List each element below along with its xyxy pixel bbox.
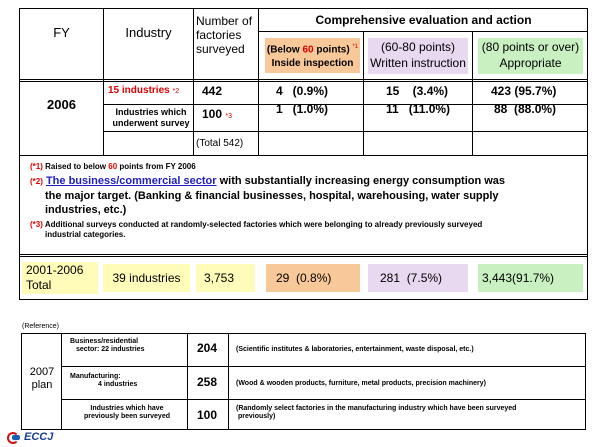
ref-col-rule-1 [61,333,62,429]
ref-row-3-name [68,405,186,421]
mid-header [368,38,468,74]
totals-industries: 39 industries [103,264,190,292]
ref-row-rule-1 [61,366,585,367]
factories-100: 100 *3 [202,107,232,121]
note-3-line2: industrial categories. [45,230,126,239]
top-header [478,38,583,74]
ref-row-3-desc [236,405,584,421]
top-header-line1: (80 points or over) [481,40,580,54]
eccj-logo-text: ECCJ [24,431,54,443]
ref-row-2-desc: (Wood & wooden products, furniture, metal products, precision machinery) [236,380,486,387]
ref-col-rule-3 [228,333,229,429]
col-rule-5 [472,31,473,155]
col-rule-3 [258,8,259,155]
totals-period [22,262,98,294]
below60-header [265,38,360,73]
below60-header-line1: (Below 60 points) $^{*1}$ [266,44,359,56]
industries-surveyed [108,107,194,129]
ref-row-2-count: 258 [197,375,218,389]
notes-top-rule [19,155,588,156]
totals-top-rule-2 [19,256,588,257]
mid-2006-a: 15 (3.4%) [386,84,449,98]
ref-row-1-name-line1: Business/residential [70,338,139,345]
factories-total: (Total 542) [196,138,244,149]
top-2006-a: 423 (95.7%) [491,84,557,98]
note-2-line1: (*2) The business/commercial sector with substantially increasing energy consumption was [30,175,506,187]
ref-row-1-count: 204 [197,341,218,355]
header-factories-line1: Number of [196,14,253,28]
ref-col-rule-2 [187,333,188,429]
ref-row-3-desc-line2: previously) [238,413,276,420]
header-factories-line2: factories [196,28,242,42]
note-2-line2: the major target. (Banking & financial businesses, hospital, warehousing, water supply [45,190,499,202]
eccj-logo [7,430,53,444]
mid-header-line2: Written instruction [370,56,466,70]
ref-row-rule-2 [61,399,585,400]
business-sector-link[interactable]: The business/commercial sector [45,175,217,187]
industries-surveyed-line1: Industries which [115,107,187,117]
totals-factories: 3,753 [196,264,255,292]
mid-header-line1: (60-80 points) [380,40,456,54]
ref-row-1-name-line2: sector: 22 industries [76,346,145,353]
note-3-line1: (*3) Additional surveys conducted at randomly-selected factories which were belonging to already previously surveyed [30,220,483,229]
header-industry: Industry [125,24,172,40]
industries-15: 15 industries *2 [108,85,180,96]
below60-2006-a: 4 (0.9%) [276,84,329,98]
header-factories [196,14,258,56]
header-fy: FY [53,24,70,40]
top-2006-b: 88 (88.0%) [494,102,557,116]
ref-row-3-desc-line1: (Randomly select factories in the manufacturing industry which have been surveyed [236,405,517,412]
ref-row-2-name-line1: Manufacturing: [70,373,121,380]
note-3 [30,220,586,240]
col-rule-4 [363,31,364,155]
header-evaluation: Comprehensive evaluation and action [315,13,532,27]
ref-row-3-count: 100 [197,408,218,422]
totals-period-line1: 2001-2006 [26,263,84,277]
note-1: (*1) Raised to below 60 points from FY 2006 [30,162,196,171]
below60-2006-b: 1 (1.0%) [276,102,329,116]
header-bottom-rule [19,79,588,80]
totals-period-line2: Total [26,278,52,292]
row-rule-2 [103,131,588,132]
mid-2006-b: 11 (11.0%) [386,102,451,116]
plan-label-line2: plan [31,379,53,391]
header-factories-line3: surveyed [196,42,245,56]
ref-row-3-name-line2: previously been surveyed [84,413,170,420]
top-header-line2: Appropriate [499,56,562,70]
ref-row-1-desc: (Scientific institutes & laboratories, entertainment, waste disposal, etc.) [236,346,474,353]
plan-label-line1: 2007 [29,366,55,378]
evaluation-subheader-rule [258,31,588,32]
totals-below60: 29 (0.8%) [266,264,360,292]
reference-label: (Reference) [22,323,59,330]
note-2 [30,174,586,217]
note-2-line3: industries, etc.) [45,204,127,216]
below60-header-line2: Inside inspection [271,58,354,70]
totals-top: 3,443(91.7%) [478,264,583,292]
ref-row-2-name-line2: 4 industries [98,381,138,388]
col-rule-2 [193,8,194,155]
factories-442: 442 [202,84,223,98]
totals-mid: 281 (7.5%) [368,264,468,292]
ref-row-2-name [70,373,185,389]
plan-label [23,366,61,392]
totals-top-rule [19,254,588,255]
ref-row-1-name [70,338,185,354]
year-2006: 2006 [47,96,76,112]
header-bottom-rule-2 [19,81,588,82]
eccj-logo-mark-icon [7,431,21,443]
ref-row-3-name-line1: Industries which have [90,405,164,412]
industries-surveyed-line2: underwent survey [112,118,190,128]
